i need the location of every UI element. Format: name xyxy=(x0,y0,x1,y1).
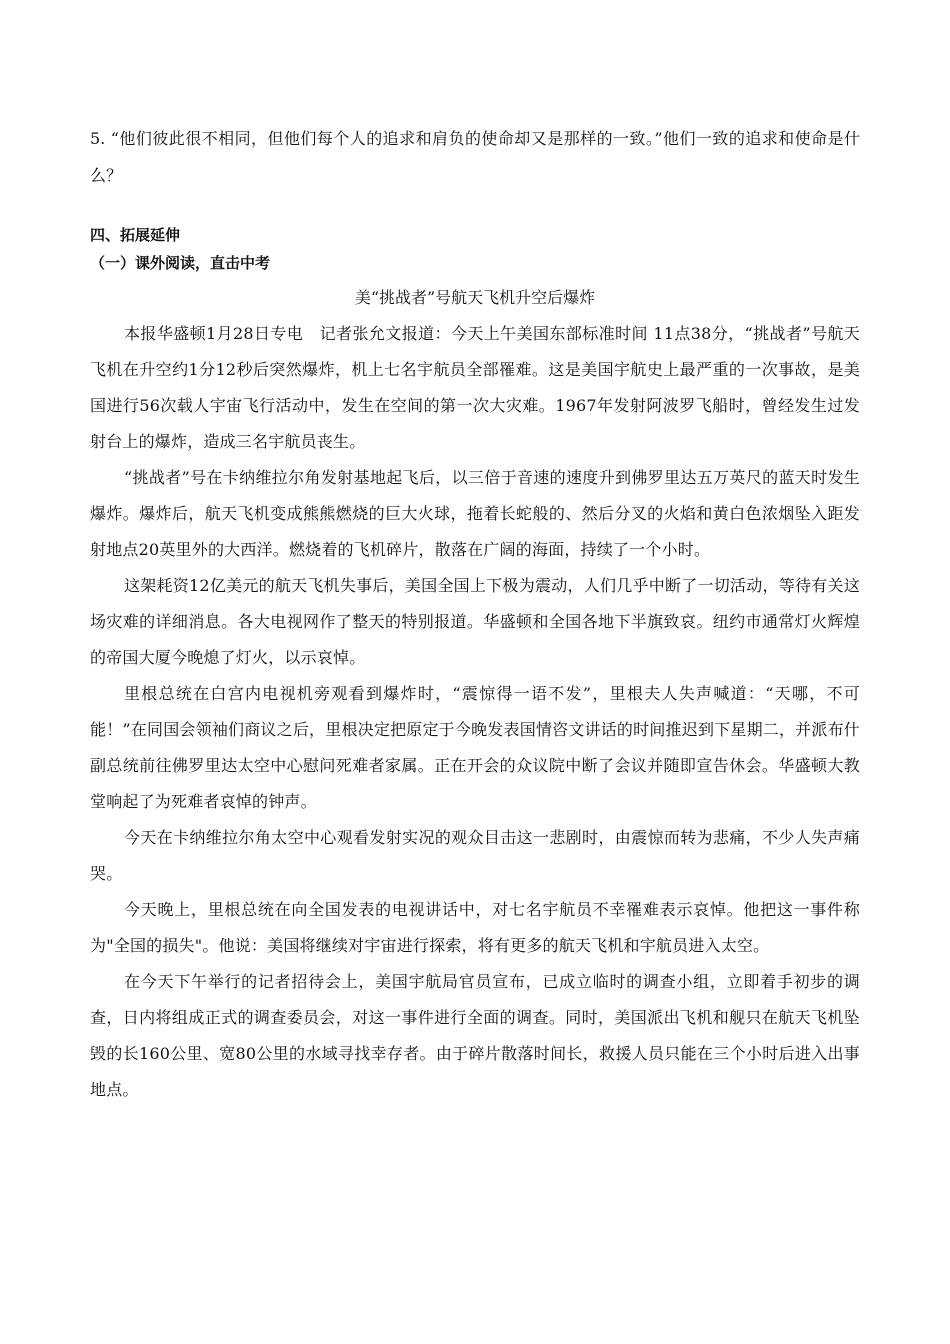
article xyxy=(90,284,860,1108)
article-paragraph: “挑战者”号在卡纳维拉尔角发射基地起飞后，以三倍于音速的速度升到佛罗里达五万英尺的蓝天时发生爆炸。爆炸后，航天飞机变成熊熊燃烧的巨大火球，拖着长蛇般的、然后分叉的火焰和黄白色浓烟坠入距发射地点20英里外的大西洋。燃烧着的飞机碎片，散落在广阔的海面，持续了一个小时。 xyxy=(90,468,860,559)
section-heading-extension: 四、拓展延伸 xyxy=(90,226,181,244)
article-paragraph: 这架耗资12亿美元的航天飞机失事后，美国全国上下极为震动，人们几乎中断了一切活动，等待有关这场灾难的详细消息。各大电视网作了整天的特别报道。华盛顿和全国各地下半旗致哀。纽约市通常灯火辉煌的帝国大厦今晚熄了灯火，以示哀悼。 xyxy=(90,576,860,667)
article-paragraph: 里根总统在白宫内电视机旁观看到爆炸时，“震惊得一语不发”，里根夫人失声喊道：“天哪，不可能！”在同国会领袖们商议之后，里根决定把原定于今晚发表国情咨文讲话的时间推迟到下星期二，并派布什副总统前往佛罗里达太空中心慰问死难者家属。正在开会的众议院中断了会议并随即宣告休会。华盛顿大教堂响起了为死难者哀悼的钟声。 xyxy=(90,684,860,811)
question-5: 5. “他们彼此很不相同，但他们每个人的追求和肩负的使命却又是那样的一致。”他们一致的追求和使命是什么？ xyxy=(90,129,860,185)
article-title: 美“挑战者”号航天飞机升空后爆炸 xyxy=(354,288,596,307)
article-paragraph: 今天晚上，里根总统在向全国发表的电视讲话中，对七名宇航员不幸罹难表示哀悼。他把这一事件称为"全国的损失"。他说：美国将继续对宇宙进行探索，将有更多的航天飞机和宇航员进入太空。 xyxy=(90,900,860,955)
article-paragraph: 今天在卡纳维拉尔角太空中心观看发射实况的观众目击这一悲剧时，由震惊而转为悲痛，不少人失声痛哭。 xyxy=(90,828,860,883)
article-paragraph: 本报华盛顿1月28日专电 记者张允文报道：今天上午美国东部标准时间 11点38分，“挑战者”号航天飞机在升空约1分12秒后突然爆炸，机上七名宇航员全部罹难。这是美国宇航史上最严重的一次事故，是美国进行56次载人宇宙飞行活动中，发生在空间的第一次大灾难。1967年发射阿波罗飞船时，曾经发生过发射台上的爆炸，造成三名宇航员丧生。 xyxy=(90,324,860,451)
article-paragraph: 在今天下午举行的记者招待会上，美国宇航局官员宣布，已成立临时的调查小组，立即着手初步的调查，日内将组成正式的调查委员会，对这一事件进行全面的调查。同时，美国派出飞机和舰只在航天飞机坠毁的长160公里、宽80公里的水域寻找幸存者。由于碎片散落时间长，救援人员只能在三个小时后进入出事地点。 xyxy=(90,972,860,1099)
subsection-heading-reading: （一）课外阅读，直击中考 xyxy=(90,254,271,272)
document-page xyxy=(90,120,860,1108)
